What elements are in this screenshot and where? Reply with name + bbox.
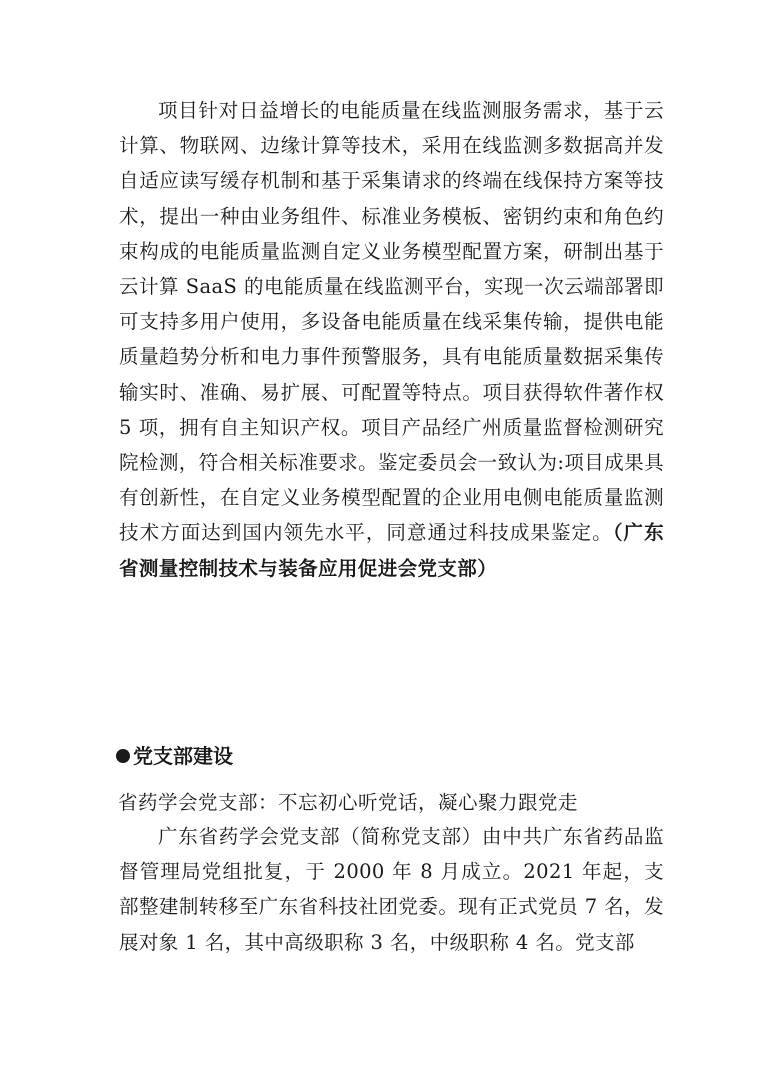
section-title: 党支部建设 [133,744,233,768]
article-paragraph: 广东省药学会党支部（简称党支部）由中共广东省药品监督管理局党组批复，于 2000 年 8 月成立。2021 年起，支部整建制转移至广东省科技社团党委。现有正式党员 7 名，发展对象 1 名，其中高级职称 3 名，中级职称 4 名。党支部 [119,825,664,954]
organization-attribution: （广东省测量控制技术与装备应用促进会党支部） [119,521,664,580]
body-paragraph [119,93,664,586]
bullet-icon [116,749,130,763]
section-heading [116,741,233,771]
article-title: 省药学会党支部：不忘初心听党话，凝心聚力跟党走 [118,791,579,814]
paragraph-text: 项目针对日益增长的电能质量在线监测服务需求，基于云计算、物联网、边缘计算等技术，采用在线监测多数据高并发自适应读写缓存机制和基于采集请求的终端在线保持方案等技术，提出一种由业务组件、标准业务模板、密钥约束和角色约束构成的电能质量监测自定义业务模型配置方案，研制出基于云计算 SaaS 的电能质量在线监测平台，实现一次云端部署即可支持多用户使用，多设备电能质量在线采集传输，提供电能质量趋势分析和电力事件预警服务，具有电能质量数据采集传输实时、准确、易扩展、可配置等特点。项目获得软件著作权 5 项，拥有自主知识产权。项目产品经广州质量监督检测研究院检测，符合相关标准要求。鉴定委员会一致认为:项目成果具有创新性，在自定义业务模型配置的企业用电侧电能质量监测技术方面达到国内领先水平，同意通过科技成果鉴定。 [119,99,664,545]
